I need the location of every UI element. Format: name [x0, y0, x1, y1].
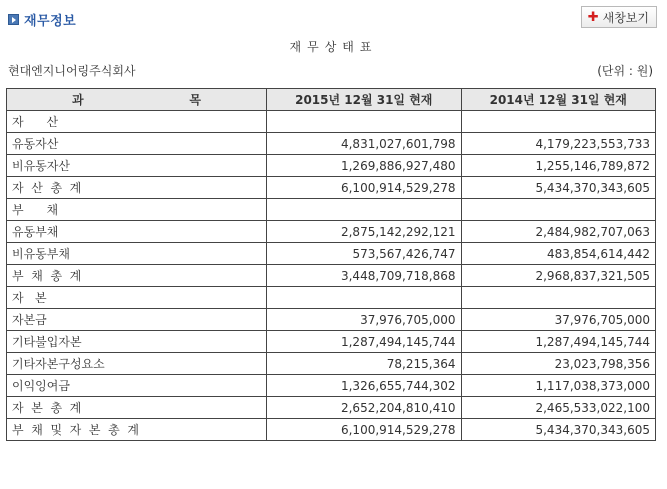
value-2014-cell: 2,465,533,022,100: [461, 397, 656, 419]
table-row: [7, 133, 656, 155]
section-header: [8, 8, 76, 30]
value-2014-cell: 2,484,982,707,063: [461, 221, 656, 243]
account-cell: 비유동자산: [7, 155, 267, 177]
value-2014-cell: 4,179,223,553,733: [461, 133, 656, 155]
value-2015-cell: [267, 287, 462, 309]
unit-label: (단위 : 원): [597, 64, 653, 78]
new-window-label: 새창보기: [602, 10, 649, 25]
account-cell: 유동부채: [7, 221, 267, 243]
section-title: 재무정보: [24, 13, 77, 29]
account-cell: 부 채 및 자 본 총 계: [7, 419, 267, 441]
value-2015-cell: 1,287,494,145,744: [267, 331, 462, 353]
table-row: [7, 375, 656, 397]
company-name: 현대엔지니어링주식회사: [8, 64, 136, 78]
account-cell: 기타자본구성요소: [7, 353, 267, 375]
value-2015-cell: 2,875,142,292,121: [267, 221, 462, 243]
account-cell: 자 본: [7, 287, 267, 309]
account-cell: 자 본 총 계: [7, 397, 267, 419]
value-2015-cell: 573,567,426,747: [267, 243, 462, 265]
value-2015-cell: 6,100,914,529,278: [267, 177, 462, 199]
table-row: [7, 199, 656, 221]
value-2014-cell: 37,976,705,000: [461, 309, 656, 331]
account-cell: 자본금: [7, 309, 267, 331]
value-2015-cell: 1,326,655,744,302: [267, 375, 462, 397]
value-2014-cell: [461, 199, 656, 221]
value-2015-cell: 2,652,204,810,410: [267, 397, 462, 419]
balance-sheet-table: [6, 88, 656, 441]
value-2014-cell: 1,255,146,789,872: [461, 155, 656, 177]
plus-icon: ✚: [587, 9, 599, 25]
account-cell: 부 채: [7, 199, 267, 221]
header-2014: 2014년 12월 31일 현재: [461, 89, 656, 111]
document-title: 재무상태표: [289, 40, 378, 54]
table-row: [7, 111, 656, 133]
table-header-row: [7, 89, 656, 111]
table-row: [7, 353, 656, 375]
new-window-button[interactable]: [581, 6, 657, 28]
account-cell: 자 산: [7, 111, 267, 133]
table-row: [7, 177, 656, 199]
value-2014-cell: 5,434,370,343,605: [461, 419, 656, 441]
account-cell: 비유동부채: [7, 243, 267, 265]
header-2015: 2015년 12월 31일 현재: [267, 89, 462, 111]
table-row: [7, 331, 656, 353]
value-2014-cell: [461, 287, 656, 309]
value-2014-cell: 2,968,837,321,505: [461, 265, 656, 287]
table-row: [7, 243, 656, 265]
value-2014-cell: 1,117,038,373,000: [461, 375, 656, 397]
value-2014-cell: 483,854,614,442: [461, 243, 656, 265]
value-2015-cell: 3,448,709,718,868: [267, 265, 462, 287]
value-2015-cell: [267, 111, 462, 133]
value-2014-cell: 23,023,798,356: [461, 353, 656, 375]
table-row: [7, 265, 656, 287]
value-2014-cell: [461, 111, 656, 133]
account-cell: 부 채 총 계: [7, 265, 267, 287]
value-2015-cell: 4,831,027,601,798: [267, 133, 462, 155]
value-2014-cell: 1,287,494,145,744: [461, 331, 656, 353]
table-row: [7, 419, 656, 441]
bullet-arrow-icon: [8, 14, 19, 25]
table-row: [7, 287, 656, 309]
header-account: 과 목: [7, 89, 267, 111]
value-2015-cell: 6,100,914,529,278: [267, 419, 462, 441]
table-row: [7, 397, 656, 419]
table-row: [7, 309, 656, 331]
account-cell: 자 산 총 계: [7, 177, 267, 199]
value-2015-cell: 78,215,364: [267, 353, 462, 375]
value-2015-cell: 1,269,886,927,480: [267, 155, 462, 177]
value-2014-cell: 5,434,370,343,605: [461, 177, 656, 199]
value-2015-cell: [267, 199, 462, 221]
account-cell: 이익잉여금: [7, 375, 267, 397]
table-row: [7, 221, 656, 243]
account-cell: 유동자산: [7, 133, 267, 155]
table-row: [7, 155, 656, 177]
value-2015-cell: 37,976,705,000: [267, 309, 462, 331]
account-cell: 기타불입자본: [7, 331, 267, 353]
